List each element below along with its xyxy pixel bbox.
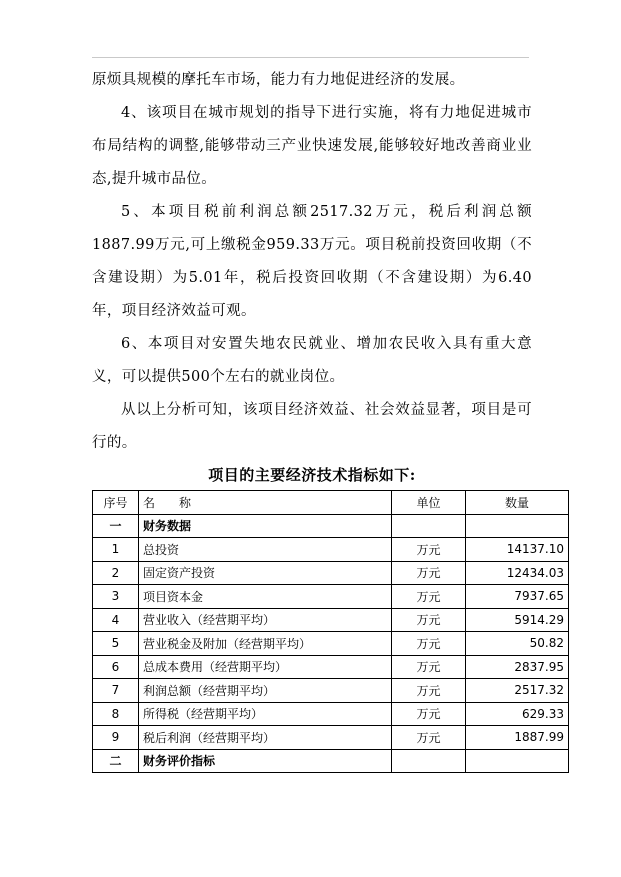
cell-seq: 4 <box>93 608 139 632</box>
cell-name: 项目资本金 <box>139 585 392 609</box>
cell-seq: 二 <box>93 749 139 773</box>
table-row-section <box>93 749 569 773</box>
cell-qty: 14137.10 <box>466 538 569 562</box>
cell-qty: 50.82 <box>466 632 569 656</box>
indicators-table <box>92 490 569 773</box>
table-row <box>93 561 569 585</box>
cell-qty: 7937.65 <box>466 585 569 609</box>
header-name: 名 称 <box>139 491 392 515</box>
table-row <box>93 726 569 750</box>
table-header-row <box>93 491 569 515</box>
table-title: 项目的主要经济技术指标如下: <box>208 466 416 484</box>
paragraph-urban-planning: 4、该项目在城市规划的指导下进行实施，将有力地促进城市布局结构的调整,能够带动三产业快速发展,能够较好地改善商业业态,提升城市品位。 <box>92 105 532 187</box>
cell-qty: 1887.99 <box>466 726 569 750</box>
cell-name: 总投资 <box>139 538 392 562</box>
cell-seq: 2 <box>93 561 139 585</box>
cell-name: 财务数据 <box>139 514 392 538</box>
page-content <box>92 64 564 773</box>
paragraph-market: 原烦具规模的摩托车市场，能力有力地促进经济的发展。 <box>92 72 465 88</box>
cell-name: 财务评价指标 <box>139 749 392 773</box>
cell-qty <box>466 514 569 538</box>
table-row <box>93 608 569 632</box>
cell-qty: 629.33 <box>466 702 569 726</box>
cell-seq: 7 <box>93 679 139 703</box>
cell-unit: 万元 <box>392 608 466 632</box>
cell-unit: 万元 <box>392 655 466 679</box>
cell-unit: 万元 <box>392 632 466 656</box>
cell-qty <box>466 749 569 773</box>
cell-seq: 3 <box>93 585 139 609</box>
cell-unit: 万元 <box>392 702 466 726</box>
cell-name: 所得税（经营期平均） <box>139 702 392 726</box>
cell-unit: 万元 <box>392 585 466 609</box>
cell-unit <box>392 514 466 538</box>
cell-unit: 万元 <box>392 679 466 703</box>
table-row <box>93 632 569 656</box>
cell-qty: 5914.29 <box>466 608 569 632</box>
table-row <box>93 679 569 703</box>
cell-qty: 2837.95 <box>466 655 569 679</box>
cell-name: 营业税金及附加（经营期平均） <box>139 632 392 656</box>
body-paragraphs <box>92 64 532 460</box>
cell-qty: 2517.32 <box>466 679 569 703</box>
cell-seq: 6 <box>93 655 139 679</box>
cell-name: 总成本费用（经营期平均） <box>139 655 392 679</box>
header-seq: 序号 <box>93 491 139 515</box>
cell-name: 利润总额（经营期平均） <box>139 679 392 703</box>
cell-name: 税后利润（经营期平均） <box>139 726 392 750</box>
table-row-section <box>93 514 569 538</box>
cell-unit: 万元 <box>392 726 466 750</box>
cell-name: 营业收入（经营期平均） <box>139 608 392 632</box>
table-row <box>93 655 569 679</box>
cell-seq: 9 <box>93 726 139 750</box>
header-unit: 单位 <box>392 491 466 515</box>
paragraph-profit: 5、本项目税前利润总额2517.32万元，税后利润总额1887.99万元,可上缴税金959.33万元。项目税前投资回收期（不含建设期）为5.01年，税后投资回收期（不含建设期）为6.40年，项目经济效益可观。 <box>92 204 532 319</box>
table-row <box>93 538 569 562</box>
cell-seq: 一 <box>93 514 139 538</box>
cell-unit <box>392 749 466 773</box>
cell-seq: 1 <box>93 538 139 562</box>
cell-unit: 万元 <box>392 561 466 585</box>
cell-seq: 8 <box>93 702 139 726</box>
table-row <box>93 585 569 609</box>
cell-seq: 5 <box>93 632 139 656</box>
paragraph-conclusion: 从以上分析可知，该项目经济效益、社会效益显著，项目是可行的。 <box>92 402 532 451</box>
header-qty: 数量 <box>466 491 569 515</box>
paragraph-employment: 6、本项目对安置失地农民就业、增加农民收入具有重大意义，可以提供500个左右的就业岗位。 <box>92 336 532 385</box>
table-row <box>93 702 569 726</box>
cell-name: 固定资产投资 <box>139 561 392 585</box>
cell-qty: 12434.03 <box>466 561 569 585</box>
cell-unit: 万元 <box>392 538 466 562</box>
page-header-rule <box>92 57 529 58</box>
